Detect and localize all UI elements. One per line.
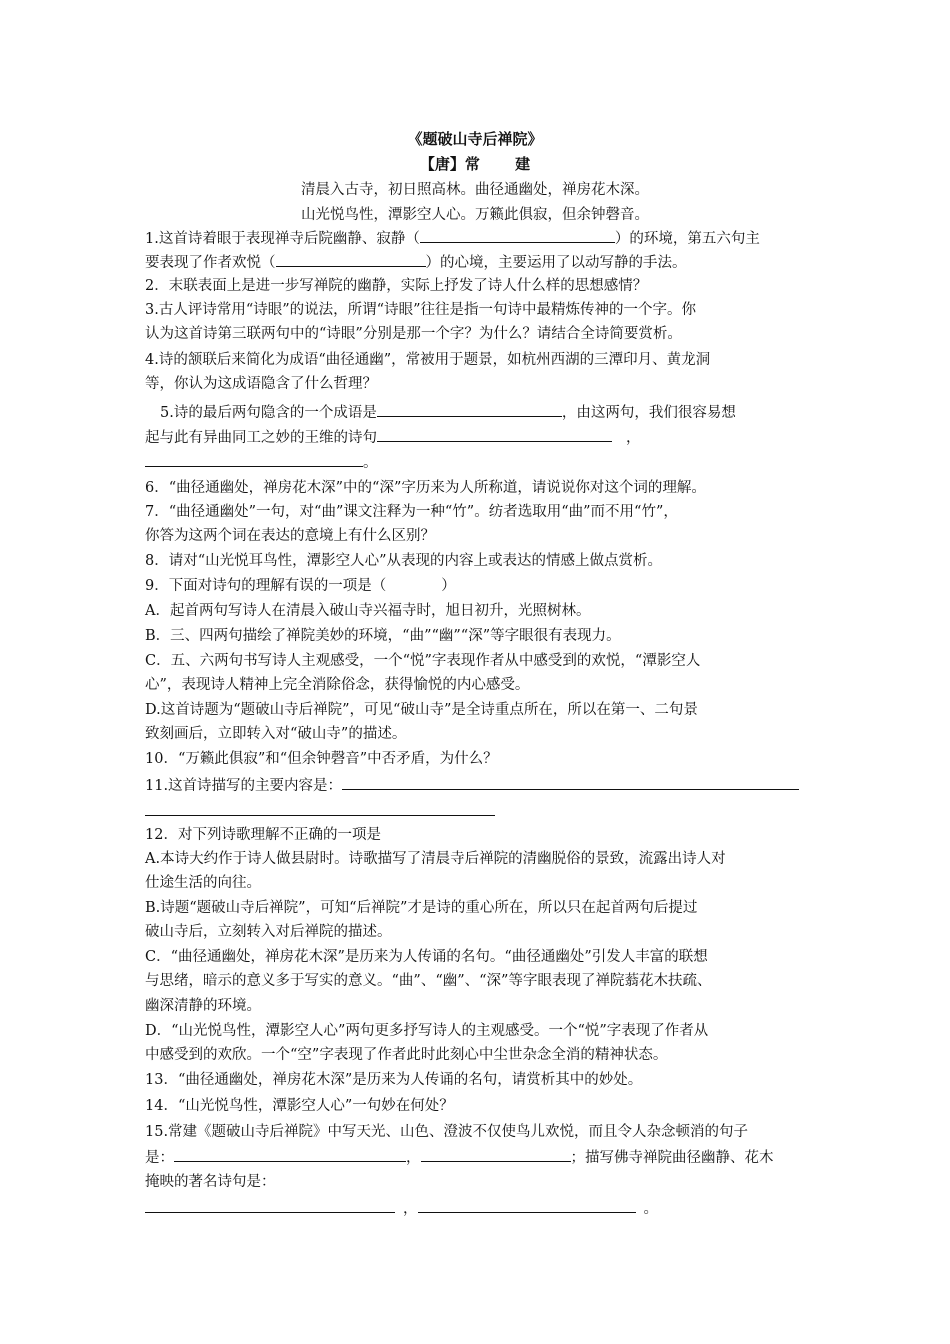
answer-blank[interactable] bbox=[377, 402, 562, 417]
question-5-line-3 bbox=[145, 452, 825, 473]
question-text: ）的心境，主要运用了以动写静的手法。 bbox=[425, 255, 687, 271]
question-text: 。 bbox=[643, 1201, 658, 1217]
question-15-line-3: 掩映的著名诗句是： bbox=[145, 1174, 276, 1190]
question-15-line-1: 15.常建《题破山寺后禅院》中写天光、山色、澄波不仅使鸟儿欢悦，而且令人杂念顿消的句子 bbox=[145, 1124, 749, 1140]
question-10: 10．“万籁此俱寂”和“但余钟磬音”中否矛盾，为什么？ bbox=[145, 751, 498, 767]
question-6: 6．“曲径通幽处，禅房花木深”中的“深”字历来为人所称道，请说说你对这个词的理解。 bbox=[145, 480, 706, 496]
question-9-option-b: B．三、四两句描绘了禅院美妙的环境，“曲”“幽”“深”等字眼很有表现力。 bbox=[145, 628, 621, 644]
question-7-line-1: 7．“曲径通幽处”一句，对“曲”课文注释为一种“竹”。纺者选取用“曲”而不用“竹”， bbox=[145, 504, 678, 520]
answer-blank[interactable] bbox=[174, 1147, 406, 1162]
question-8: 8．请对“山光悦耳鸟性，潭影空人心”从表现的内容上或表达的情感上做点赏析。 bbox=[145, 553, 663, 569]
question-12-option-d-line-2: 中感受到的欢欣。一个“空”字表现了作者此时此刻心中尘世杂念全消的精神状态。 bbox=[145, 1047, 668, 1063]
question-7-line-2: 你答为这两个词在表达的意境上有什么区别？ bbox=[145, 528, 435, 544]
question-12-option-c-line-3: 幽深清静的环境。 bbox=[145, 998, 261, 1014]
author-text: 【唐】常 建 bbox=[419, 155, 531, 173]
answer-blank[interactable] bbox=[342, 775, 799, 790]
question-9-stem bbox=[145, 576, 825, 596]
answer-blank[interactable] bbox=[276, 252, 426, 267]
question-1-line-1 bbox=[145, 228, 825, 249]
question-2: 2．末联表面上是进一步写禅院的幽静，实际上抒发了诗人什么样的思想感情？ bbox=[145, 278, 648, 294]
question-4-line-1: 4.诗的颔联后来简化为成语“曲径通幽”，常被用于题景，如杭州西湖的三潭印月、黄龙洞 bbox=[145, 352, 711, 368]
question-12-option-a-line-1: A.本诗大约作于诗人做县尉时。诗歌描写了清晨寺后禅院的清幽脱俗的景致，流露出诗人对 bbox=[145, 851, 726, 867]
question-text: ， bbox=[626, 430, 641, 446]
question-14: 14．“山光悦鸟性，潭影空人心”一句妙在何处？ bbox=[145, 1098, 454, 1114]
question-text: 要表现了作者欢悦（ bbox=[145, 255, 276, 271]
question-9-option-d-line-2: 致刻画后，立即转入对“破山寺”的描述。 bbox=[145, 726, 407, 742]
question-15-line-2 bbox=[145, 1147, 825, 1168]
question-text: 9．下面对诗句的理解有误的一项是（ bbox=[145, 578, 387, 594]
question-5-line-2 bbox=[145, 427, 825, 448]
question-text: ；描写佛寺禅院曲径幽静、花木 bbox=[570, 1150, 774, 1166]
answer-blank[interactable] bbox=[145, 1198, 395, 1213]
question-text: ） bbox=[441, 578, 456, 594]
question-text: ， bbox=[406, 1150, 421, 1166]
answer-blank[interactable] bbox=[145, 815, 495, 816]
question-text: ，由这两句，我们很容易想 bbox=[561, 405, 736, 421]
question-text: ， bbox=[403, 1201, 418, 1217]
answer-blank[interactable] bbox=[377, 427, 612, 442]
poem-author bbox=[0, 153, 950, 174]
question-9-option-c-line-2: 心”，表现诗人精神上完全消除俗念，获得愉悦的内心感受。 bbox=[145, 677, 530, 693]
question-4-line-2: 等，你认为这成语隐含了什么哲理？ bbox=[145, 376, 377, 392]
question-15-line-4 bbox=[145, 1198, 825, 1219]
answer-blank[interactable] bbox=[421, 1147, 571, 1162]
poem-line-1: 清晨入古寺，初日照高林。曲径通幽处，禅房花木深。 bbox=[301, 182, 649, 198]
question-text: 。 bbox=[363, 455, 378, 471]
poem-title: 《题破山寺后禅院》 bbox=[407, 130, 543, 148]
question-12-option-a-line-2: 仕途生活的向往。 bbox=[145, 875, 261, 891]
question-12-option-b-line-1: B.诗题“题破山寺后禅院”，可知“后禅院”才是诗的重心所在，所以只在起首两句后提过 bbox=[145, 900, 698, 916]
question-12-option-b-line-2: 破山寺后，立刻转入对后禅院的描述。 bbox=[145, 924, 392, 940]
answer-blank[interactable] bbox=[145, 452, 363, 467]
question-text: 起与此有异曲同工之妙的王维的诗句 bbox=[145, 430, 377, 446]
question-11 bbox=[145, 775, 825, 796]
question-text: 1.这首诗着眼于表现禅寺后院幽静、寂静（ bbox=[145, 231, 420, 247]
question-9-option-d-line-1: D.这首诗题为“题破山寺后禅院”，可见“破山寺”是全诗重点所在，所以在第一、二句景 bbox=[145, 702, 698, 718]
poem-line-2: 山光悦鸟性，潭影空人心。万籁此俱寂，但余钟磬音。 bbox=[301, 207, 649, 223]
question-text: 11.这首诗描写的主要内容是： bbox=[145, 778, 343, 794]
question-3-line-2: 认为这首诗第三联两句中的“诗眼”分别是那一个字？为什么？请结合全诗简要赏析。 bbox=[145, 326, 682, 342]
answer-blank[interactable] bbox=[420, 228, 615, 243]
question-12-stem: 12．对下列诗歌理解不正确的一项是 bbox=[145, 827, 381, 843]
question-9-option-a: A．起首两句写诗人在清晨入破山寺兴福寺时，旭日初升，光照树林。 bbox=[145, 603, 591, 619]
question-13: 13．“曲径通幽处，禅房花木深”是历来为人传诵的名句，请赏析其中的妙处。 bbox=[145, 1072, 643, 1088]
question-text: 5.诗的最后两句隐含的一个成语是 bbox=[160, 405, 377, 421]
question-12-option-c-line-2: 与思绪，暗示的意义多于写实的意义。“曲”、“幽”、“深”等字眼表现了禅院蓊花木扶疏、 bbox=[145, 973, 712, 989]
question-text: ）的环境，第五六句主 bbox=[614, 231, 760, 247]
question-text: 是： bbox=[145, 1150, 174, 1166]
question-5-line-1 bbox=[160, 402, 840, 423]
question-12-option-c-line-1: C．“曲径通幽处，禅房花木深”是历来为人传诵的名句。“曲径通幽处”引发人丰富的联想 bbox=[145, 949, 708, 965]
question-12-option-d-line-1: D．“山光悦鸟性，潭影空人心”两句更多抒写诗人的主观感受。一个“悦”字表现了作者从 bbox=[145, 1023, 709, 1039]
question-1-line-2 bbox=[145, 252, 825, 273]
answer-blank[interactable] bbox=[418, 1198, 636, 1213]
question-9-option-c-line-1: C．五、六两句书写诗人主观感受，一个“悦”字表现作者从中感受到的欢悦，“潭影空人 bbox=[145, 653, 701, 669]
question-3-line-1: 3.古人评诗常用“诗眼”的说法，所谓“诗眼”往往是指一句诗中最精炼传神的一个字。你 bbox=[145, 302, 696, 318]
